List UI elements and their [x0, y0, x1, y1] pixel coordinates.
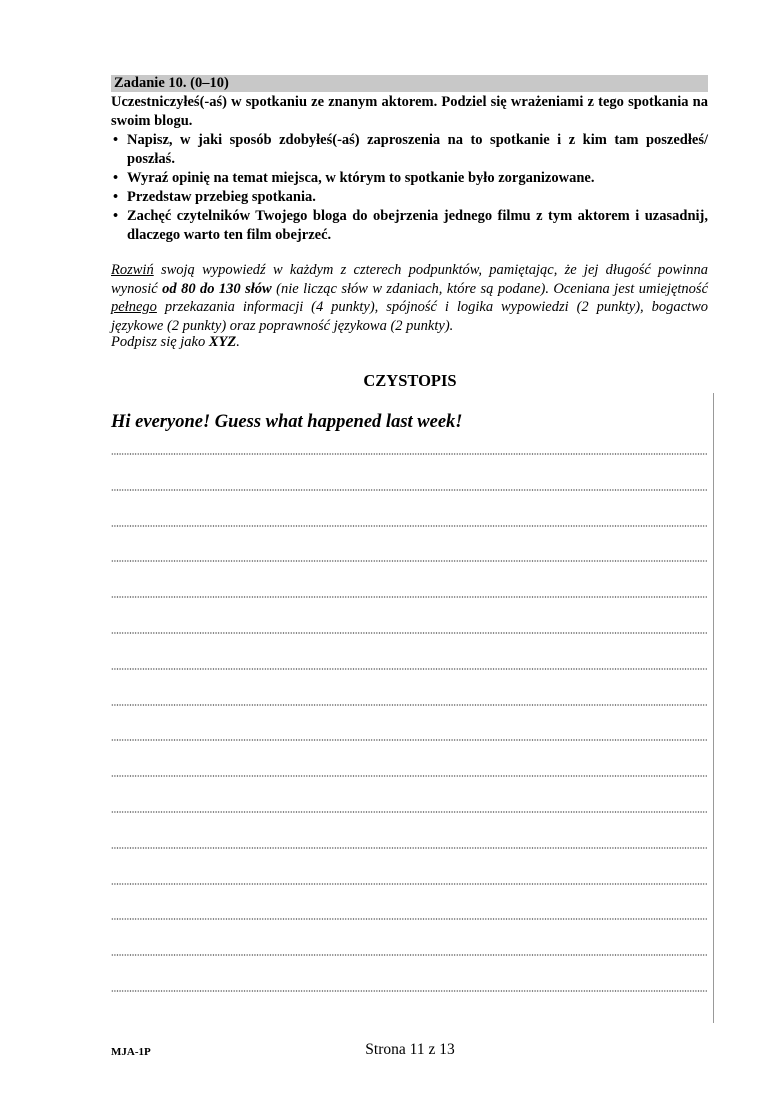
answer-line[interactable]: [111, 990, 707, 992]
task-bullet-3: • Przedstaw przebieg spotkania.: [111, 188, 708, 207]
answer-line[interactable]: [111, 739, 707, 741]
answer-line[interactable]: [111, 954, 707, 956]
instructions-paragraph: [111, 261, 708, 335]
task-bullet-1: • Napisz, w jaki sposób zdobyłeś(-aś) zaproszenia na to spotkanie i z kim tam poszedłeś/ poszłaś.: [111, 131, 708, 169]
czystopis-title: CZYSTOPIS: [363, 371, 457, 390]
exam-code: MJA-1P: [111, 1046, 151, 1058]
task-header: Zadanie 10. (0–10): [111, 75, 708, 92]
essay-opening-line: Hi everyone! Guess what happened last week!: [111, 412, 463, 432]
task-bullet-4: • Zachęć czytelników Twojego bloga do obejrzenia jednego filmu z tym aktorem i uzasadnij, dlaczego warto ten film obejrzeć.: [111, 207, 708, 245]
answer-line[interactable]: [111, 704, 707, 706]
answer-line[interactable]: [111, 453, 707, 455]
sign-instruction: [111, 333, 240, 351]
answer-line[interactable]: [111, 918, 707, 920]
sign-name: XYZ: [208, 334, 237, 350]
answer-line[interactable]: [111, 668, 707, 670]
task-bullet-list: [111, 131, 708, 245]
answer-line[interactable]: [111, 632, 707, 634]
answer-line[interactable]: [111, 883, 707, 885]
answer-line[interactable]: [111, 560, 707, 562]
instructions-pelnego: pełnego: [111, 299, 157, 315]
answer-line[interactable]: [111, 489, 707, 491]
instructions-rozwin: Rozwiń: [111, 262, 154, 278]
answer-line[interactable]: [111, 775, 707, 777]
instructions-length: od 80 do 130 słów: [162, 280, 272, 297]
answer-line[interactable]: [111, 525, 707, 527]
sign-suffix: .: [236, 334, 240, 350]
answer-line[interactable]: [111, 811, 707, 813]
margin-line: [713, 393, 714, 1023]
answer-line[interactable]: [111, 596, 707, 598]
task-intro: Uczestniczyłeś(-aś) w spotkaniu ze znanym aktorem. Podziel się wrażeniami z tego spotkania na swoim blogu.: [111, 94, 708, 129]
instructions-part2: (nie licząc słów w zdaniach, które są podane). Oceniana jest umiejętność: [271, 280, 709, 297]
instructions-part3: przekazania informacji (4 punkty), spójność i logika wypowiedzi (2 punkty), bogactwo językowe (2 punkty) oraz poprawność językowa (2 punkty).: [111, 299, 708, 334]
task-bullet-2: • Wyraź opinię na temat miejsca, w którym to spotkanie było zorganizowane.: [111, 169, 708, 188]
answer-line[interactable]: [111, 847, 707, 849]
sign-prefix: Podpisz się jako: [111, 334, 209, 350]
page-number: Strona 11 z 13: [365, 1041, 455, 1058]
instructions-part1: swoją wypowiedź w każdym z czterech podpunktów, pamiętając, że jej długość powinna wynosić: [111, 262, 708, 297]
